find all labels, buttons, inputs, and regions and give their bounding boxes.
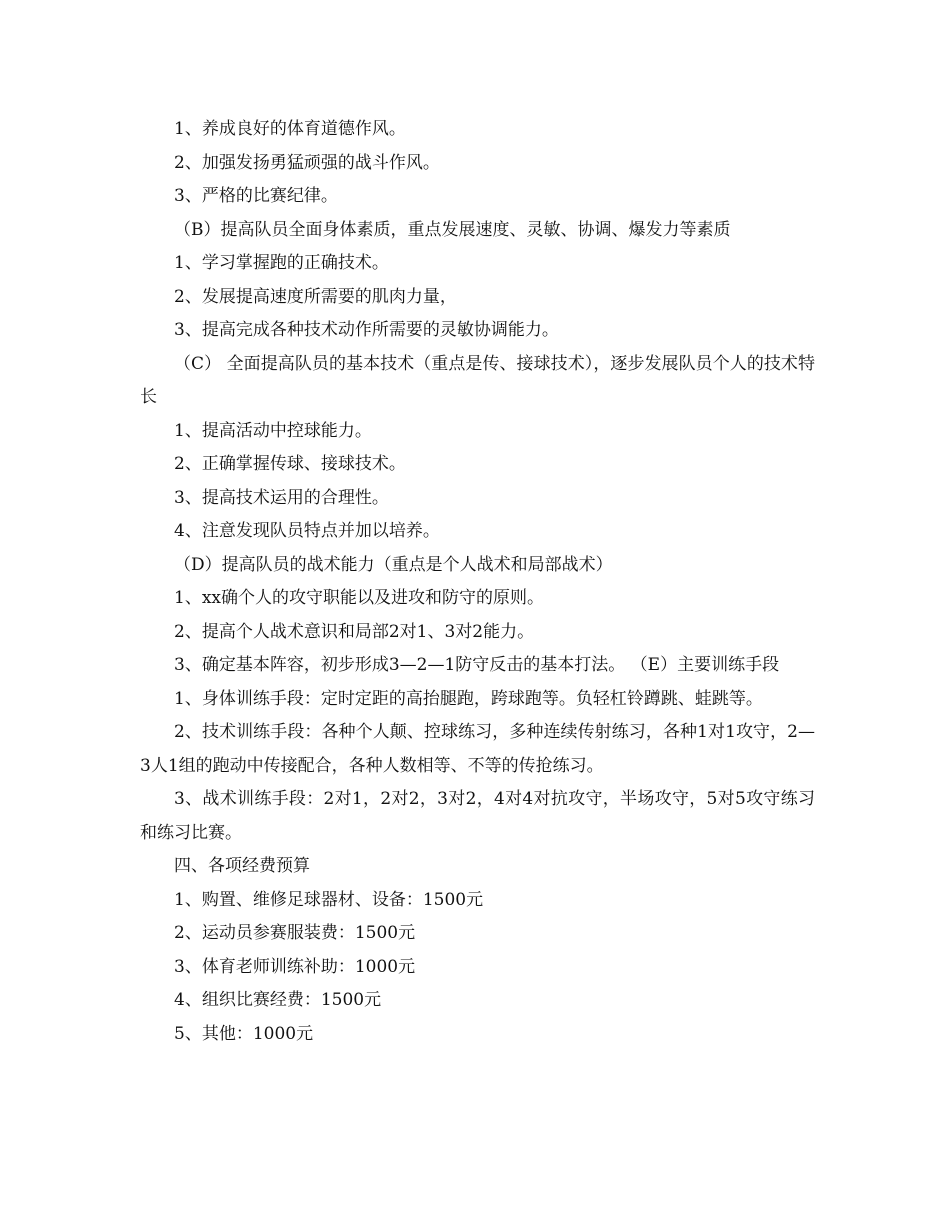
paragraph: 3、严格的比赛纪律。	[174, 186, 338, 206]
paragraph: 3、战术训练手段：2对1，2对2，3对2，4对4对抗攻守，半场攻守，5对5攻守练习和练习比赛。	[140, 789, 815, 843]
section-heading-d: （D）提高队员的战术能力（重点是个人战术和局部战术）	[174, 554, 613, 575]
paragraph: 2、加强发扬勇猛顽强的战斗作风。	[174, 152, 440, 173]
paragraph: 1、学习掌握跑的正确技术。	[174, 253, 389, 273]
paragraph: 2、正确掌握传球、接球技术。	[174, 454, 406, 474]
paragraph: 4、注意发现队员特点并加以培养。	[174, 521, 440, 541]
budget-item: 4、组织比赛经费：1500元	[174, 990, 382, 1010]
paragraph: 1、身体训练手段：定时定距的高抬腿跑，跨球跑等。负轻杠铃蹲跳、蛙跳等。	[174, 688, 763, 709]
paragraph: 2、发展提高速度所需要的肌肉力量，	[174, 286, 457, 307]
paragraph: 3、提高完成各种技术动作所需要的灵敏协调能力。	[174, 320, 559, 340]
section-heading-b: （B）提高队员全面身体素质，重点发展速度、灵敏、协调、爆发力等素质	[174, 219, 731, 240]
paragraph: 2、技术训练手段：各种个人颠、控球练习，多种连续传射练习，各种1对1攻守，2—3人1组的跑动中传接配合，各种人数相等、不等的传抢练习。	[140, 722, 815, 776]
paragraph: 1、xx确个人的攻守职能以及进攻和防守的原则。	[174, 588, 544, 608]
document-body	[140, 113, 815, 1051]
budget-item: 2、运动员参赛服装费：1500元	[174, 923, 416, 943]
budget-item: 5、其他：1000元	[174, 1023, 314, 1044]
paragraph: 1、养成良好的体育道德作风。	[174, 119, 406, 139]
budget-item: 3、体育老师训练补助：1000元	[174, 956, 416, 977]
budget-item: 1、购置、维修足球器材、设备：1500元	[174, 889, 484, 910]
paragraph: 3、确定基本阵容，初步形成3—2—1防守反击的基本打法。 （E）主要训练手段	[174, 655, 780, 675]
section-heading-c: （C） 全面提高队员的基本技术（重点是传、接球技术），逐步发展队员个人的技术特长	[140, 353, 815, 407]
paragraph: 3、提高技术运用的合理性。	[174, 487, 389, 508]
paragraph: 1、提高活动中控球能力。	[174, 420, 372, 441]
paragraph: 2、提高个人战术意识和局部2对1、3对2能力。	[174, 621, 535, 642]
section-heading-budget: 四、各项经费预算	[174, 856, 310, 876]
